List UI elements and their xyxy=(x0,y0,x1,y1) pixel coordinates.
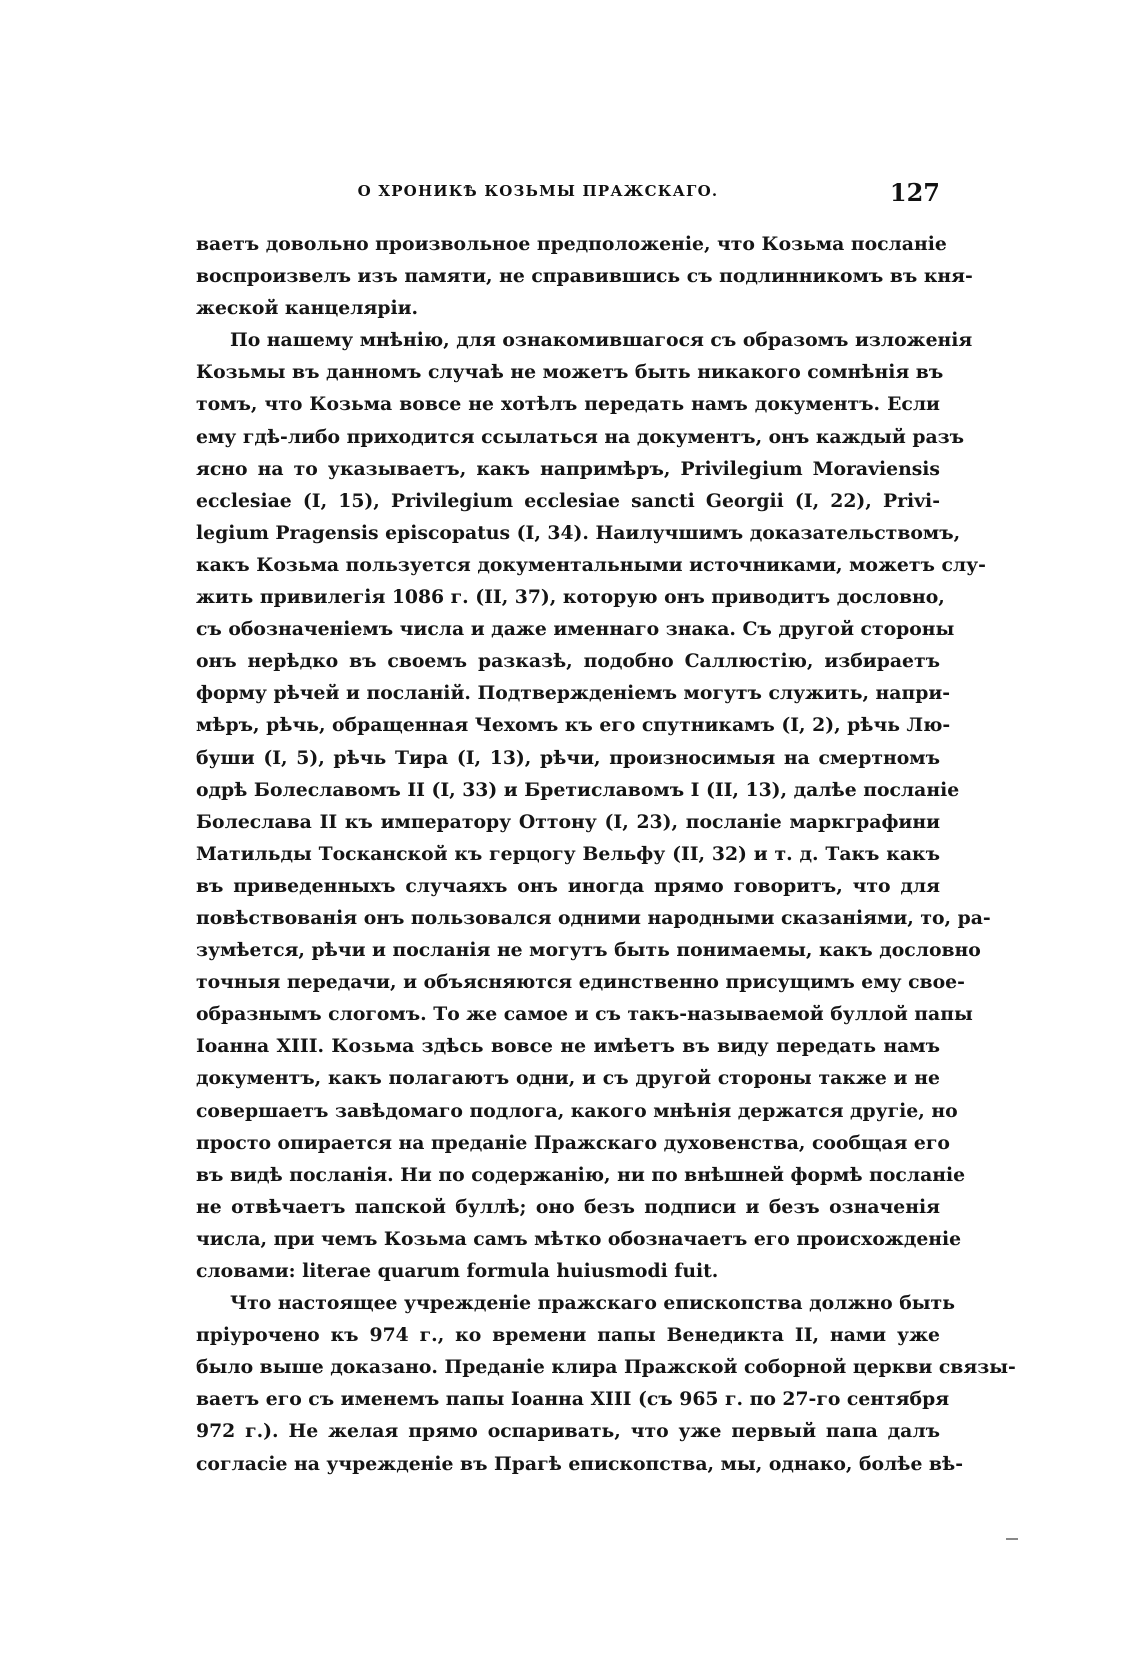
text-line: legium Pragensis episcopatus (I, 34). Наилучшимъ доказательствомъ, xyxy=(196,521,961,544)
text-line: какъ Козьма пользуется документальными источниками, можетъ слу- xyxy=(196,553,986,576)
page-number: 127 xyxy=(889,178,940,207)
text-line: было выше доказано. Преданіе клира Пражской соборной церкви связы- xyxy=(196,1356,1016,1379)
text-line: ясно на то указываетъ, какъ напримѣръ, Privilegium Moraviensis xyxy=(196,457,940,480)
text-line: зумѣется, рѣчи и посланія не могутъ быть понимаемы, какъ дословно xyxy=(196,939,981,962)
paragraph xyxy=(196,228,973,324)
text-line: мѣръ, рѣчь, обращенная Чехомъ къ его спутникамъ (I, 2), рѣчь Лю- xyxy=(196,714,951,737)
text-line: Матильды Тосканской къ герцогу Вельфу (II, 32) и т. д. Такъ какъ xyxy=(196,842,940,865)
text-line: воспроизвелъ изъ памяти, не справившись съ подлинникомъ въ кня- xyxy=(196,265,973,288)
text-line: жить привилегія 1086 г. (II, 37), которую онъ приводитъ дословно, xyxy=(196,586,945,609)
text-line: Козьмы въ данномъ случаѣ не можетъ быть никакого сомнѣнія въ xyxy=(196,361,944,384)
text-line: повѣствованія онъ пользовался одними народными сказаніями, то, ра- xyxy=(196,906,991,929)
text-line: ваетъ его съ именемъ папы Іоанна XIII (съ 965 г. по 27-го сентября xyxy=(196,1388,950,1411)
text-line: словами: literae quarum formula huiusmodi fuit. xyxy=(196,1260,719,1282)
text-line: одрѣ Болеславомъ II (I, 33) и Бретиславомъ I (II, 13), далѣе посланіе xyxy=(196,778,960,801)
text-line: Іоанна XIII. Козьма здѣсь вовсе не имѣетъ въ виду передать намъ xyxy=(196,1035,940,1058)
text-line: буши (I, 5), рѣчь Тира (I, 13), рѣчи, произносимыя на смертномъ xyxy=(196,746,940,769)
text-line: точныя передачи, и объясняются единственно присущимъ ему свое- xyxy=(196,971,965,994)
text-line: просто опирается на преданіе Пражскаго духовенства, сообщая его xyxy=(196,1131,950,1154)
text-line: согласіе на учрежденіе въ Прагѣ епископства, мы, однако, болѣе вѣ- xyxy=(196,1452,963,1475)
text-line: жеской канцеляріи. xyxy=(196,297,419,320)
paragraph xyxy=(196,324,991,1287)
text-line: ваетъ довольно произвольное предположеніе, что Козьма посланіе xyxy=(196,233,947,255)
margin-mark xyxy=(1006,1538,1018,1540)
text-line: въ приведенныхъ случаяхъ онъ иногда прямо говоритъ, что для xyxy=(196,874,940,897)
text-line: онъ нерѣдко въ своемъ разказѣ, подобно Саллюстію, избираетъ xyxy=(196,650,940,673)
text-line: документъ, какъ полагаютъ одни, и съ другой стороны также и не xyxy=(196,1067,940,1090)
paragraph xyxy=(196,1287,1016,1480)
text-line: совершаетъ завѣдомаго подлога, какого мнѣнія держатся другіе, но xyxy=(196,1099,958,1122)
text-line: числа, при чемъ Козьма самъ мѣтко обозначаетъ его происхожденіе xyxy=(196,1227,962,1250)
text-line: не отвѣчаетъ папской буллѣ; оно безъ подписи и безъ означенія xyxy=(196,1195,940,1218)
text-line: ему гдѣ-либо приходится ссылаться на документъ, онъ каждый разъ xyxy=(196,425,965,448)
text-line: томъ, что Козьма вовсе не хотѣлъ передать намъ документъ. Если xyxy=(196,393,940,416)
text-line: въ видѣ посланія. Ни по содержанію, ни по внѣшней формѣ посланіе xyxy=(196,1163,966,1186)
running-title: О ХРОНИКѢ КОЗЬМЫ ПРАЖСКАГО. xyxy=(357,182,719,200)
page-header xyxy=(196,178,940,214)
text-line: Что настоящее учрежденіе пражскаго епископства должно быть xyxy=(230,1292,955,1315)
text-line: форму рѣчей и посланій. Подтвержденіемъ могутъ служить, напри- xyxy=(196,682,951,705)
text-line: образнымъ слогомъ. То же самое и съ такъ-называемой буллой папы xyxy=(196,1003,973,1026)
text-line: Болеслава II къ императору Оттону (I, 23), посланіе маркграфини xyxy=(196,810,940,833)
text-line: пріурочено къ 974 г., ко времени папы Венедикта II, нами уже xyxy=(196,1324,940,1347)
text-line: 972 г.). Не желая прямо оспаривать, что уже первый папа далъ xyxy=(196,1420,940,1443)
text-line: съ обозначеніемъ числа и даже именнаго знака. Съ другой стороны xyxy=(196,618,955,641)
text-line: По нашему мнѣнію, для ознакомившагося съ образомъ изложенія xyxy=(230,329,973,352)
text-line: ecclesiae (I, 15), Privilegium ecclesiae sancti Georgii (I, 22), Privi- xyxy=(196,489,940,512)
body-text xyxy=(196,228,1016,1480)
